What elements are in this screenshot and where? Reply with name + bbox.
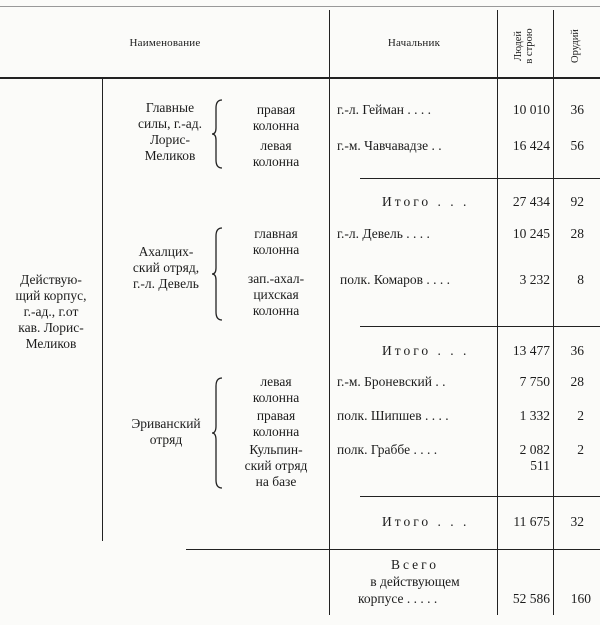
grand-total-guns: 160 bbox=[570, 591, 591, 606]
unit-1-1-guns: 36 bbox=[570, 102, 584, 117]
total-1-people: 27 434 bbox=[512, 194, 550, 209]
unit-2-2-commander: полк. Комаров . . . . bbox=[340, 272, 450, 287]
group-3-brace bbox=[212, 376, 226, 490]
unit-1-2-commander: г.-м. Чавчавадзе . . bbox=[337, 138, 442, 153]
unit-2-2-guns: 8 bbox=[577, 272, 584, 287]
unit-3-3-people: 2 082 bbox=[519, 442, 550, 457]
grand-total-people: 52 586 bbox=[512, 591, 550, 606]
total-1-label: Итого . . . bbox=[382, 194, 470, 209]
header-people bbox=[513, 9, 537, 83]
unit-1-1-commander: г.-л. Гейман . . . . bbox=[337, 102, 432, 117]
total-3-people: 11 675 bbox=[513, 514, 550, 529]
header-people-line2: в строю bbox=[524, 28, 535, 64]
unit-3-3-commander: полк. Граббе . . . . bbox=[337, 442, 438, 457]
unit-1-2-name: левая колонна bbox=[252, 138, 300, 169]
unit-2-1-name: главная колонна bbox=[252, 226, 300, 257]
corps-name: Действую- щий корпус, г.-ад., г.от кав. Лорис- Меликов bbox=[15, 272, 87, 351]
unit-3-2-people: 1 332 bbox=[519, 408, 550, 423]
header-rule bbox=[0, 77, 600, 79]
unit-3-1-name: левая колонна bbox=[252, 374, 300, 405]
group-1-name: Главные силы, г.-ад. Лорис- Меликов bbox=[138, 100, 202, 163]
header-name: Наименование bbox=[129, 37, 201, 49]
unit-3-1-people: 7 750 bbox=[519, 374, 550, 389]
total-1-guns: 92 bbox=[570, 194, 584, 209]
unit-1-2-guns: 56 bbox=[570, 138, 584, 153]
unit-2-2-name: зап.-ахал- цихская колонна bbox=[247, 271, 305, 318]
unit-2-1-people: 10 245 bbox=[512, 226, 550, 241]
unit-3-3-people-extra: 511 bbox=[530, 458, 550, 473]
top-rule bbox=[0, 6, 600, 7]
grand-total-label-line3: корпусе . . . . . bbox=[358, 591, 438, 606]
unit-2-1-commander: г.-л. Девель . . . . bbox=[337, 226, 430, 241]
total-2-label: Итого . . . bbox=[382, 343, 470, 358]
unit-1-1-name: правая колонна bbox=[252, 102, 300, 133]
unit-2-1-guns: 28 bbox=[570, 226, 584, 241]
rule-total-1 bbox=[360, 178, 600, 179]
unit-3-3-guns: 2 bbox=[577, 442, 584, 457]
rule-total-3 bbox=[360, 496, 600, 497]
group-1-brace bbox=[212, 98, 226, 170]
grand-total-label-line2: в действующем bbox=[370, 574, 460, 589]
total-2-guns: 36 bbox=[570, 343, 584, 358]
unit-1-2-people: 16 424 bbox=[512, 138, 550, 153]
group-2-brace bbox=[212, 226, 226, 322]
unit-3-1-commander: г.-м. Броневский . . bbox=[337, 374, 446, 389]
unit-3-2-name: правая колонна bbox=[252, 408, 300, 439]
corps-group-divider bbox=[102, 79, 103, 541]
rule-total-2 bbox=[360, 326, 600, 327]
rule-grand-total bbox=[186, 549, 600, 550]
total-3-guns: 32 bbox=[570, 514, 584, 529]
unit-2-2-people: 3 232 bbox=[519, 272, 550, 287]
col-line-people-guns bbox=[553, 10, 554, 615]
unit-3-2-commander: полк. Шипшев . . . . bbox=[337, 408, 449, 423]
group-2-name: Ахалцих- ский отряд, г.-л. Девель bbox=[132, 244, 200, 291]
col-line-name-commander bbox=[329, 10, 330, 615]
unit-3-1-guns: 28 bbox=[570, 374, 584, 389]
group-3-name: Эриванский отряд bbox=[131, 416, 201, 447]
header-guns: Орудий bbox=[570, 29, 581, 63]
unit-1-1-people: 10 010 bbox=[512, 102, 550, 117]
unit-3-3-name: Кульпин- ский отряд на базе bbox=[244, 442, 308, 489]
total-3-label: Итого . . . bbox=[382, 514, 470, 529]
unit-3-2-guns: 2 bbox=[577, 408, 584, 423]
header-commander: Начальник bbox=[387, 37, 441, 49]
header-people-line1: Людей bbox=[513, 30, 524, 62]
grand-total-label-line1: Всего bbox=[390, 557, 440, 572]
total-2-people: 13 477 bbox=[512, 343, 550, 358]
